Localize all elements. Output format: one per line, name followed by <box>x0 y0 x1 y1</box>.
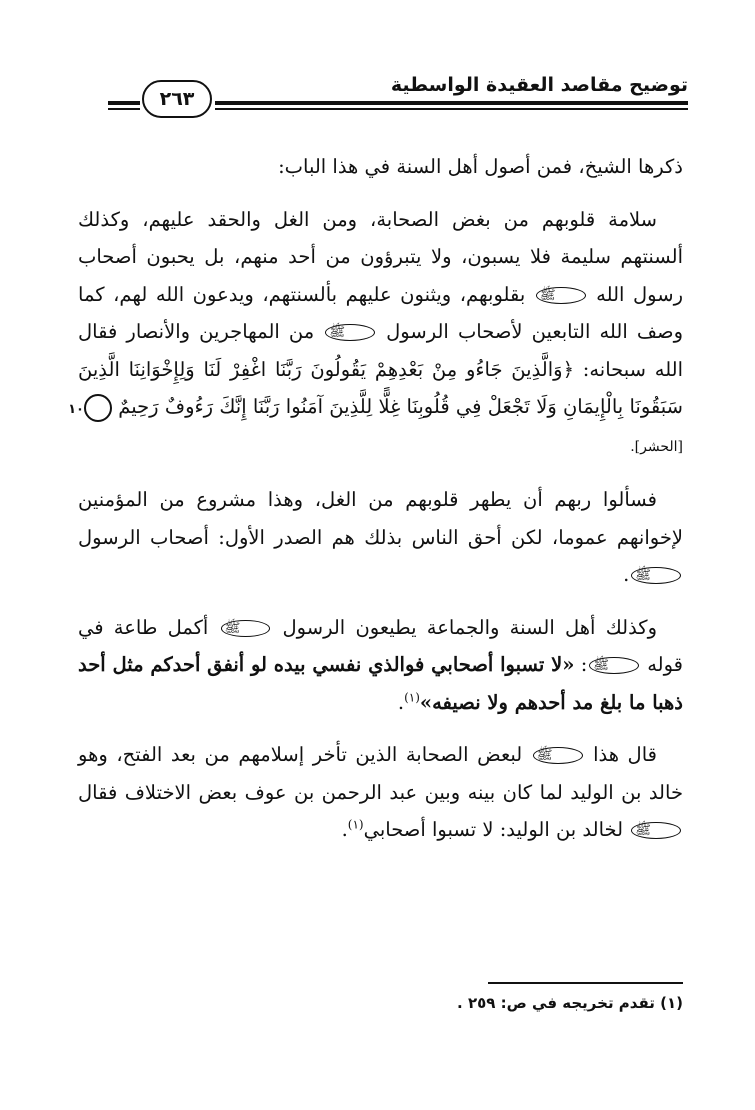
header-rule-thin <box>215 108 688 110</box>
salutation-icon: ﷺ <box>589 657 639 674</box>
footnote <box>100 994 683 1012</box>
paragraph-4-text-c: : <box>580 653 588 676</box>
paragraph-5-text-b: لبعض الصحابة الذين تأخر إسلامهم من بعد الفتح، وهو خالد بن الوليد لما كان بينه وبين عبد الرحمن بن عوف بعض الاختلاف فقال <box>78 743 683 804</box>
salutation-icon: ﷺ <box>631 822 681 839</box>
paragraph-1-text: ذكرها الشيخ، فمن أصول أهل السنة في هذا الباب: <box>278 155 683 178</box>
paragraph-2-text-b: بقلوبهم، ويثنون عليهم بألسنتهم، ويدعون الله لهم، كما وصف الله التابعين لأصحاب الرسول <box>78 282 683 343</box>
paragraph-2-text-c: من المهاجرين والأنصار فقال الله سبحانه: <box>78 320 684 381</box>
salutation-icon: ﷺ <box>536 287 586 304</box>
paragraph-5-text-c: لخالد بن الوليد: لا تسبوا أصحابي <box>363 818 624 841</box>
paragraph-2-text-a: سلامة قلوبهم من بغض الصحابة، ومن الغل والحقد عليهم، وكذلك ألسنتهم سليمة فلا يسبون، ولا يتبرؤون من أحد منهم، بل يحبون أصحاب رسول الله <box>78 207 683 306</box>
footnote-text: تقدم تخريجه في ص: ٢٥٩ . <box>457 994 655 1012</box>
header-rule-left-thick <box>108 101 140 105</box>
page-header <box>108 70 688 120</box>
running-title: توضيح مقاصد العقيدة الواسطية <box>390 74 688 96</box>
salutation-icon: ﷺ <box>221 620 271 637</box>
footnote-separator <box>488 982 683 984</box>
surah-reference: [الحشر]. <box>630 438 683 455</box>
footnote-marker: (١) <box>660 994 683 1012</box>
salutation-icon: ﷺ <box>631 567 681 584</box>
paragraph-5 <box>78 736 683 849</box>
paragraph-1 <box>78 148 683 186</box>
ayah-number-marker: ١٠ <box>84 394 112 422</box>
main-text <box>68 148 684 864</box>
hadith-quote: «لا تسبوا أصحابي فوالذي نفسي بيده لو أنفق أحدكم مثل أحد ذهبا ما بلغ مد أحدهم ولا نصيفه» <box>78 653 683 714</box>
paragraph-5-text-d: . <box>341 818 348 841</box>
page-number: ٢٦٣ <box>142 80 212 118</box>
paragraph-3-text-a: فسألوا ربهم أن يطهر قلوبهم من الغل، وهذا مشروع من المؤمنين لإخوانهم عموما، لكن أحق الناس بذلك هم الصدر الأول: أصحاب الرسول <box>78 488 683 549</box>
header-rule-left-thin <box>108 108 140 110</box>
salutation-icon: ﷺ <box>325 324 375 341</box>
paragraph-3-text-b: . <box>623 563 630 586</box>
paragraph-5-text-a: قال هذا <box>593 743 657 766</box>
salutation-icon: ﷺ <box>533 747 583 764</box>
footnote-ref: (١) <box>404 690 420 704</box>
paragraph-3 <box>78 481 683 594</box>
footnote-ref: (١) <box>347 817 364 832</box>
paragraph-4-text-b: أكمل طاعة في قوله <box>78 615 683 676</box>
header-rule-thick <box>215 101 688 105</box>
paragraph-4-text-a: وكذلك أهل السنة والجماعة يطيعون الرسول <box>282 615 658 639</box>
paragraph-4 <box>78 609 683 722</box>
paragraph-2 <box>68 201 684 467</box>
quran-verse: ﴿وَالَّذِينَ جَاءُو مِنْ بَعْدِهِمْ يَقُولُونَ رَبَّنَا اغْفِرْ لَنَا وَلِإِخْوَانِنَا الَّذِينَ سَبَقُونَا بِالْإِيمَانِ وَلَا تَجْعَلْ فِي قُلُوبِنَا غِلًّا لِلَّذِينَ آمَنُوا رَبَّنَا إِنَّكَ رَءُوفٌ رَحِيمٌ <box>78 357 683 418</box>
paragraph-4-text-d: . <box>397 690 405 714</box>
